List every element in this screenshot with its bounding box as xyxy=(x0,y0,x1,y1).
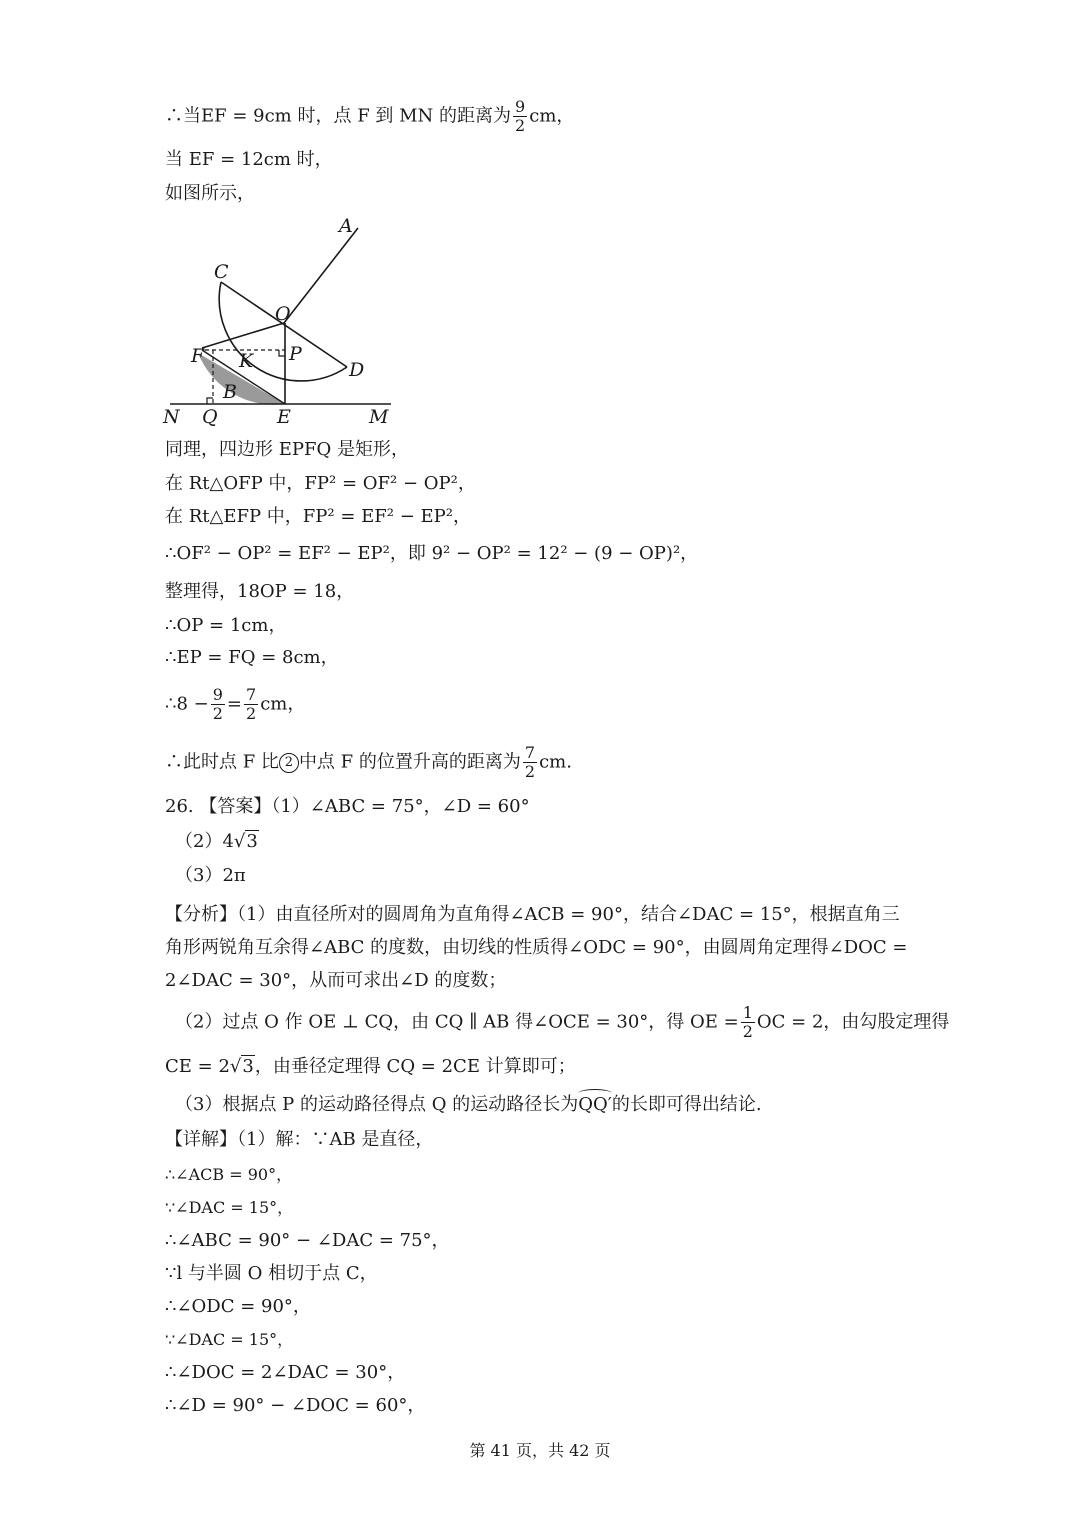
fraction-1-2 xyxy=(741,1004,755,1041)
label-m: M xyxy=(369,406,389,428)
numerator: 7 xyxy=(246,685,257,704)
equals-sign: = xyxy=(226,693,242,715)
line-12-prefix: ∴此时点 F 比 xyxy=(165,751,279,773)
text-line-10: ∴EP = FQ = 8cm， xyxy=(165,647,339,668)
numerator: 9 xyxy=(515,97,526,116)
line-12-suffix: cm. xyxy=(539,751,572,773)
detail-line-2: ∵∠DAC = 15°， xyxy=(165,1198,294,1217)
circled-number: 2 xyxy=(279,753,299,773)
text-line-3: 如图所示， xyxy=(165,183,255,204)
denominator: 2 xyxy=(515,116,526,135)
label-a: A xyxy=(339,215,353,237)
label-b: B xyxy=(223,381,237,403)
text-line-4: 同理，四边形 EPFQ 是矩形， xyxy=(165,439,409,460)
text-line-11 xyxy=(165,686,305,723)
ce-prefix: CE = 2 xyxy=(165,1056,230,1077)
line-1-text: ∴当EF = 9cm 时，点 F 到 MN 的距离为 xyxy=(165,105,512,127)
text-line-2: 当 EF = 12cm 时， xyxy=(165,149,333,170)
page-footer: 第 41 页，共 42 页 xyxy=(469,1441,611,1460)
numerator: 9 xyxy=(212,685,223,704)
answer-2-prefix: （2）4 xyxy=(175,831,234,852)
detail-line-1: ∴∠ACB = 90°， xyxy=(165,1165,293,1184)
analysis-2-suffix: OC = 2，由勾股定理得 xyxy=(756,1011,950,1033)
denominator: 2 xyxy=(212,704,223,723)
fraction-9-2-b xyxy=(211,686,225,723)
detail-heading: 【详解】（1）解：∵AB 是直径， xyxy=(165,1129,434,1150)
ce-suffix: ，由垂径定理得 CQ = 2CE 计算即可； xyxy=(254,1056,576,1077)
label-d: D xyxy=(349,359,365,381)
text-line-6: 在 Rt△EFP 中，FP² = EF² − EP²， xyxy=(165,506,471,527)
detail-line-4: ∵l 与半圆 O 相切于点 C， xyxy=(165,1263,378,1284)
text-line-5: 在 Rt△OFP 中，FP² = OF² − OP²， xyxy=(165,473,476,494)
numerator: 7 xyxy=(524,743,536,762)
detail-line-7: ∴∠DOC = 2∠DAC = 30°， xyxy=(165,1362,406,1383)
ray-oa xyxy=(284,228,358,323)
radicand: 3 xyxy=(246,831,258,852)
line-11-suffix: cm， xyxy=(260,693,306,715)
text-line-7: ∴OF² − OP² = EF² − EP²，即 9² − OP² = 12² − (9 − OP)²， xyxy=(165,543,699,564)
label-e: E xyxy=(277,406,291,428)
fraction-7-2-b xyxy=(523,744,537,781)
analysis-2-prefix: （2）过点 O 作 OE ⊥ CQ，由 CQ ∥ AB 得∠OCE = 30°，得 OE = xyxy=(175,1011,739,1033)
text-line-9: ∴OP = 1cm， xyxy=(165,615,287,636)
line-12-middle: 中点 F 的位置升高的距离为 xyxy=(298,751,521,773)
detail-line-6: ∵∠DAC = 15°， xyxy=(165,1330,294,1349)
label-q: Q xyxy=(202,406,218,428)
line-11-prefix: ∴8 − xyxy=(165,693,209,715)
radicand: 3 xyxy=(242,1056,254,1077)
detail-line-5: ∴∠ODC = 90°， xyxy=(165,1296,311,1317)
arc-qq: QQ′ xyxy=(578,1094,612,1115)
analysis-part-3 xyxy=(175,1093,762,1117)
answer-part-2: （2）4√3 xyxy=(175,831,258,852)
text-line-1 xyxy=(165,98,574,135)
fraction-9-2 xyxy=(513,98,527,135)
label-o: O xyxy=(275,303,291,325)
analysis-3-prefix: （3）根据点 P 的运动路径得点 Q 的运动路径长为 xyxy=(175,1094,579,1115)
analysis-3-suffix: 的长即可得出结论. xyxy=(611,1094,762,1115)
label-n: N xyxy=(163,406,180,428)
analysis-part-2-cont: CE = 2√3，由垂径定理得 CQ = 2CE 计算即可； xyxy=(165,1056,576,1077)
analysis-paragraph: 【分析】（1）由直径所对的圆周角为直角得∠ACB = 90°，结合∠DAC = 15°，根据直角三角形两锐角互余得∠ABC 的度数，由切线的性质得∠ODC = 90°，由圆周角定理得∠DOC = 2∠DAC = 30°，从而可求出∠D 的度数； xyxy=(165,904,908,991)
geometry-figure xyxy=(155,210,415,435)
text-line-8: 整理得，18OP = 18， xyxy=(165,581,355,602)
label-f: F xyxy=(191,345,205,367)
label-k: K xyxy=(239,350,254,372)
detail-line-8: ∴∠D = 90° − ∠DOC = 60°， xyxy=(165,1395,426,1416)
line-1-suffix: cm， xyxy=(529,105,575,127)
label-p: P xyxy=(289,343,302,365)
detail-line-3: ∴∠ABC = 90° − ∠DAC = 75°， xyxy=(165,1230,450,1251)
right-angle-q xyxy=(207,398,213,404)
analysis-part-2 xyxy=(175,1004,949,1041)
text-line-12 xyxy=(165,744,572,781)
label-c: C xyxy=(214,261,229,283)
denominator: 2 xyxy=(524,762,536,781)
denominator: 2 xyxy=(742,1022,753,1041)
segment-of xyxy=(202,323,284,348)
fraction-7-2 xyxy=(244,686,258,723)
answer-part-3: （3）2π xyxy=(175,865,246,886)
answer-line: 26. 【答案】（1）∠ABC = 75°，∠D = 60° xyxy=(165,796,530,817)
right-angle-p xyxy=(279,350,285,356)
denominator: 2 xyxy=(246,704,257,723)
numerator: 1 xyxy=(742,1003,753,1022)
